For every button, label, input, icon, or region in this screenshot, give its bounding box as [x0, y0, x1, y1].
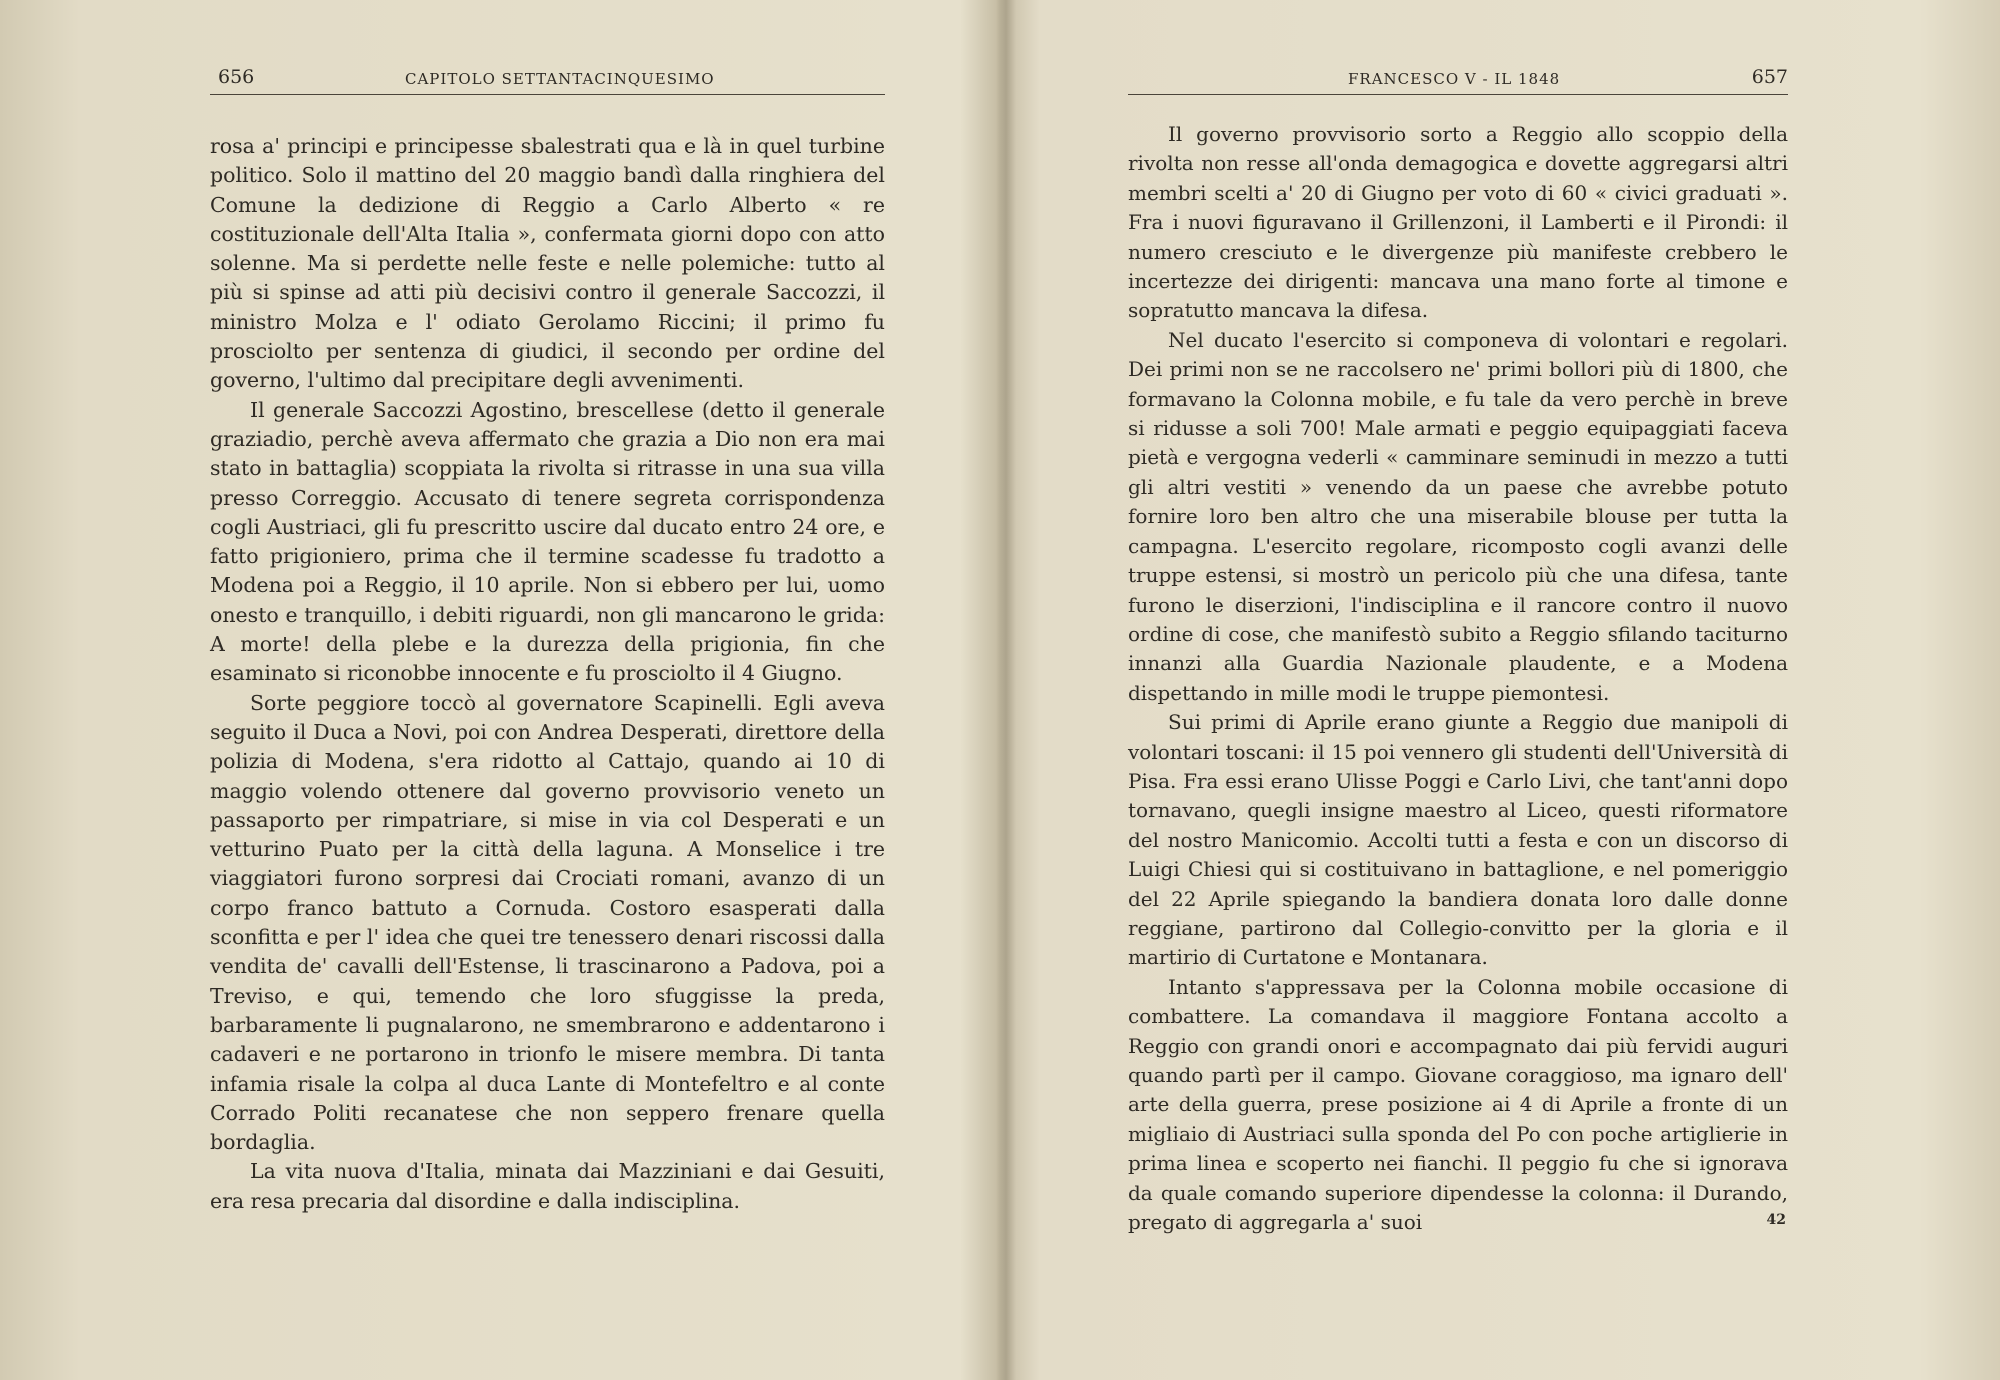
- right-paragraph-1: Il governo provvisorio sorto a Reggio allo scoppio della rivolta non resse all'onda demagogica e dovette aggregarsi altri membri scelti a' 20 di Giugno per voto di 60 « civici graduati ». Fra i nuovi figuravano il Grillenzoni, il Lamberti e il Pirondi: il numero cresciuto e le divergenze più manifeste crebbero le incertezze dei dirigenti: mancava una mano forte al timone e sopratutto mancava la difesa.: [1128, 122, 1788, 323]
- right-page: [1128, 0, 1788, 1380]
- left-paragraph-4: La vita nuova d'Italia, minata dai Mazziniani e dai Gesuiti, era resa precaria dal disordine e dalla indisciplina.: [210, 1159, 885, 1213]
- right-body-text: [1128, 120, 1788, 1237]
- left-paragraph-2: Il generale Saccozzi Agostino, brescellese (detto il generale graziadio, perchè aveva affermato che grazia a Dio non era mai stato in battaglia) scoppiata la rivolta si ritrasse in una sua villa presso Correggio. Accusato di tenere segreta corrispondenza cogli Austriaci, gli fu prescritto uscire dal ducato entro 24 ore, e fatto prigioniero, prima che il termine scadesse fu tradotto a Modena poi a Reggio, il 10 aprile. Non si ebbero per lui, uomo onesto e tranquillo, i debiti riguardi, non gli mancarono le grida: A morte! della plebe e la durezza della prigionia, fin che esaminato si riconobbe innocente e fu prosciolto il 4 Giugno.: [210, 397, 885, 686]
- right-paragraph-3: Sui primi di Aprile erano giunte a Reggio due manipoli di volontari toscani: il 15 poi vennero gli studenti dell'Università di Pisa. Fra essi erano Ulisse Poggi e Carlo Livi, che tant'anni dopo tornavano, quegli insigne maestro al Liceo, questi riformatore del nostro Manicomio. Accolti tutti a festa e con un discorso di Luigi Chiesi qui si costituivano in battaglione, e nel pomeriggio del 22 Aprile spiegando la bandiera donata loro dalle donne reggiane, partirono dal Collegio-convitto per la gloria e il martirio di Curtatone e Montanara.: [1128, 710, 1788, 970]
- right-chapter-title: FRANCESCO V - IL 1848: [1348, 70, 1561, 88]
- left-running-head: [210, 66, 885, 95]
- right-running-head: [1128, 66, 1788, 95]
- left-paragraph-1: rosa a' principi e principesse sbalestrati qua e là in quel turbine politico. Solo il mattino del 20 maggio bandì dalla ringhiera del Comune la dedizione di Reggio a Carlo Alberto « re costituzionale dell'Alta Italia », confermata giorni dopo con atto solenne. Ma si perdette nelle feste e nelle polemiche: tutto al più si spinse ad atti più decisivi contro il generale Saccozzi, il ministro Molza e l' odiato Gerolamo Riccini; il primo fu prosciolto per sentenza di giudici, il secondo per ordine del governo, l'ultimo dal precipitare degli avvenimenti.: [210, 134, 885, 393]
- right-paragraph-2: Nel ducato l'esercito si componeva di volontari e regolari. Dei primi non se ne raccolsero ne' primi bollori più di 1800, che formavano la Colonna mobile, e fu tale da vero perchè in breve si ridusse a soli 700! Male armati e peggio equipaggiati faceva pietà e vergogna vederli « camminare seminudi in mezzo a tutti gli altri vestiti » venendo da un paese che avrebbe potuto fornire loro ben altro che una miserabile blouse per tutta la campagna. L'esercito regolare, ricomposto cogli avanzi delle truppe estensi, si mostrò un pericolo più che una difesa, tante furono le diserzioni, l'indisciplina e il rancore contro il nuovo ordine di cose, che manifestò subito a Reggio sfilando taciturno innanzi alla Guardia Nazionale plaudente, e a Modena dispettando in mille modi le truppe piemontesi.: [1128, 327, 1788, 705]
- book-gutter: [996, 0, 1016, 1380]
- right-paragraph-4: Intanto s'appressava per la Colonna mobile occasione di combattere. La comandava il maggiore Fontana accolto a Reggio con grandi onori e accompagnato dai più fervidi auguri quando partì per il campo. Giovane coraggioso, ma ignaro dell' arte della guerra, prese posizione ai 4 di Aprile a fronte di un migliaio di Austriaci sulla sponda del Po con poche artiglierie in prima linea e scoperto nei fianchi. Il peggio fu che si ignorava da quale comando superiore dipendesse la colonna: il Durando, pregato di aggregarla a' suoi: [1128, 974, 1788, 1235]
- left-page-number: 656: [218, 66, 255, 88]
- signature-mark: 42: [1766, 1212, 1786, 1228]
- left-page: [210, 0, 885, 1380]
- left-chapter-title: CAPITOLO SETTANTACINQUESIMO: [405, 70, 715, 88]
- right-page-number: 657: [1751, 66, 1788, 88]
- left-paragraph-3: Sorte peggiore toccò al governatore Scapinelli. Egli aveva seguito il Duca a Novi, poi con Andrea Desperati, direttore della polizia di Modena, s'era ridotto al Cattajo, quando ai 10 di maggio volendo ottenere dal governo provvisorio veneto un passaporto per rimpatriare, si mise in via col Desperati e un vetturino Puato per la città della laguna. A Monselice i tre viaggiatori furono sorpresi dai Crociati romani, avanzo di un corpo franco battuto a Cornuda. Costoro esasperati dalla sconfitta e per l' idea che quei tre tenessero denari riscossi dalla vendita de' cavalli dell'Estense, li trascinarono a Padova, poi a Treviso, e qui, temendo che loro sfuggisse la preda, barbaramente li pugnalarono, ne smembrarono e addentarono i cadaveri e ne portarono in trionfo le misere membra. Di tanta infamia risale la colpa al duca Lante di Montefeltro e al conte Corrado Politi recanatese che non seppero frenare quella bordaglia.: [210, 690, 885, 1155]
- left-body-text: [210, 132, 885, 1216]
